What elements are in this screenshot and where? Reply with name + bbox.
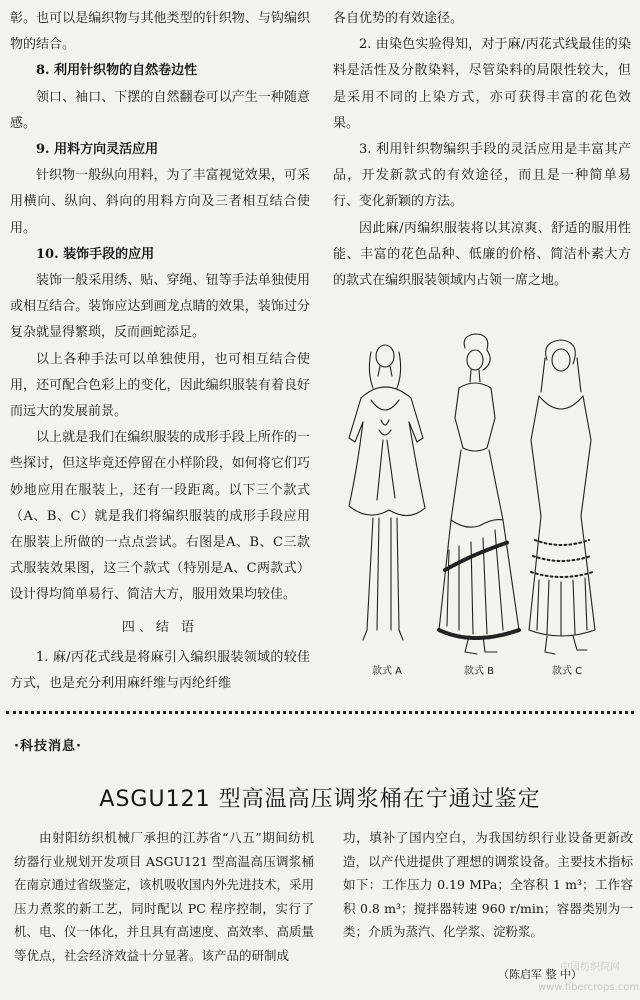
paragraph: 彰。也可以是编织物与其他类型的针织物、与钩编织物的结合。 <box>10 11 310 53</box>
paragraph: 领口、袖口、下摆的自然翻卷可以产生一种随意感。 <box>10 89 310 131</box>
section-title-conclusion: 四、结 语 <box>121 619 199 635</box>
conclusion-summary: 因此麻/丙编织服装将以其凉爽、舒适的服用性能、丰富的花色品种、低廉的价格、简洁朴素大方的款式在编织服装领域内占领一席之地。 <box>333 220 631 289</box>
figure-label-b: 款式 B <box>464 666 495 677</box>
news-paragraph: 由射阳纺织机械厂承担的江苏省“八五”期间纺机纺器行业规划开发项目 ASGU121 型高温高压调浆桶在南京通过省级鉴定，该机吸收国内外先进技术，采用压力煮浆的新工艺，同时配以 PC 程序控制，实行了机、电、仪一体化，并且具有高速度、高效率、高质量等优点，社会经济效益十分显著。该产品的研制成 <box>14 830 315 963</box>
paragraph: 以上各种手法可以单独使用，也可相互结合使用，还可配合色彩上的变化，因此编织服装有着良好而远大的发展前景。 <box>10 351 310 420</box>
news-left-column <box>14 826 314 967</box>
paragraph: 针织物一般纵向用料，为了丰富视觉效果，可采用横向、纵向、斜向的用料方向及三者相互结合使用。 <box>10 168 310 236</box>
subheading-9: 9. 用料方向灵活应用 <box>36 142 159 158</box>
style-c-sketch <box>529 340 595 654</box>
watermark-title: 中国纺织院网 <box>560 962 620 973</box>
conclusion-item-2: 2. 由染色实验得知，对于麻/丙花式线最佳的染料是活性及分散染料，尽管染料的局限性较大，但是采用不同的上染方式，亦可获得丰富的花色效果。 <box>333 37 631 131</box>
figure-label-a: 款式 A <box>372 666 403 677</box>
news-byline: （陈启军 整 中） <box>498 968 582 981</box>
conclusion-item-3: 3. 利用针织物编织手段的灵活应用是丰富其产品，开发新款式的有效途径，而且是一种简单易行、变化新颖的方法。 <box>333 142 631 210</box>
paragraph: 以上就是我们在编织服装的成形手段上所作的一些探讨，但这毕竟还停留在小样阶段，如何将它们巧妙地应用在服装上，还有一段距离。以下三个款式（A、B、C）就是我们将编织服装的成形手段应用在服装上所做的一点点尝试。右图是A、B、C三款式服装效果图，这三个款式（特别是A、C两款式）设计得均简单易行、简洁大方，服用效果均较佳。 <box>10 430 310 603</box>
watermark-url: www.fibercrops.com <box>538 982 640 993</box>
news-tag: ·科技消息· <box>14 739 82 754</box>
style-b-sketch <box>439 334 519 654</box>
conclusion-item-1: 1. 麻/丙花式线是将麻引入编织服装领域的较佳方式，也是充分利用麻纤维与丙纶纤维 <box>10 649 310 692</box>
figure-label-c: 款式 C <box>552 666 583 677</box>
fashion-sketch-figure <box>333 330 633 686</box>
news-title: ASGU121 型高温高压调浆桶在宁通过鉴定 <box>99 787 541 812</box>
news-right-column <box>343 826 633 944</box>
paragraph: 装饰一般采用绣、贴、穿绳、钮等手法单独使用或相互结合。装饰应达到画龙点睛的效果，装饰过分复杂就显得繁琐，反而画蛇添足。 <box>10 273 310 341</box>
paragraph: 各自优势的有效途径。 <box>333 11 464 26</box>
section-divider <box>6 711 634 714</box>
article-left-column <box>10 6 310 697</box>
style-a-sketch <box>349 345 425 640</box>
subheading-10: 10. 装饰手段的应用 <box>36 246 155 262</box>
article-right-column <box>333 6 631 294</box>
news-paragraph: 功，填补了国内空白，为我国纺织行业设备更新改造，以产代进提供了理想的调浆设备。主要技术指标如下：工作压力 0.19 MPa；全容积 1 m³；工作容积 0.8 m³；搅拌器转速 960 r/min；容器类别为一类；介质为蒸汽、化学浆、淀粉浆。 <box>343 830 633 939</box>
subheading-8: 8. 利用针织物的自然卷边性 <box>36 63 198 79</box>
